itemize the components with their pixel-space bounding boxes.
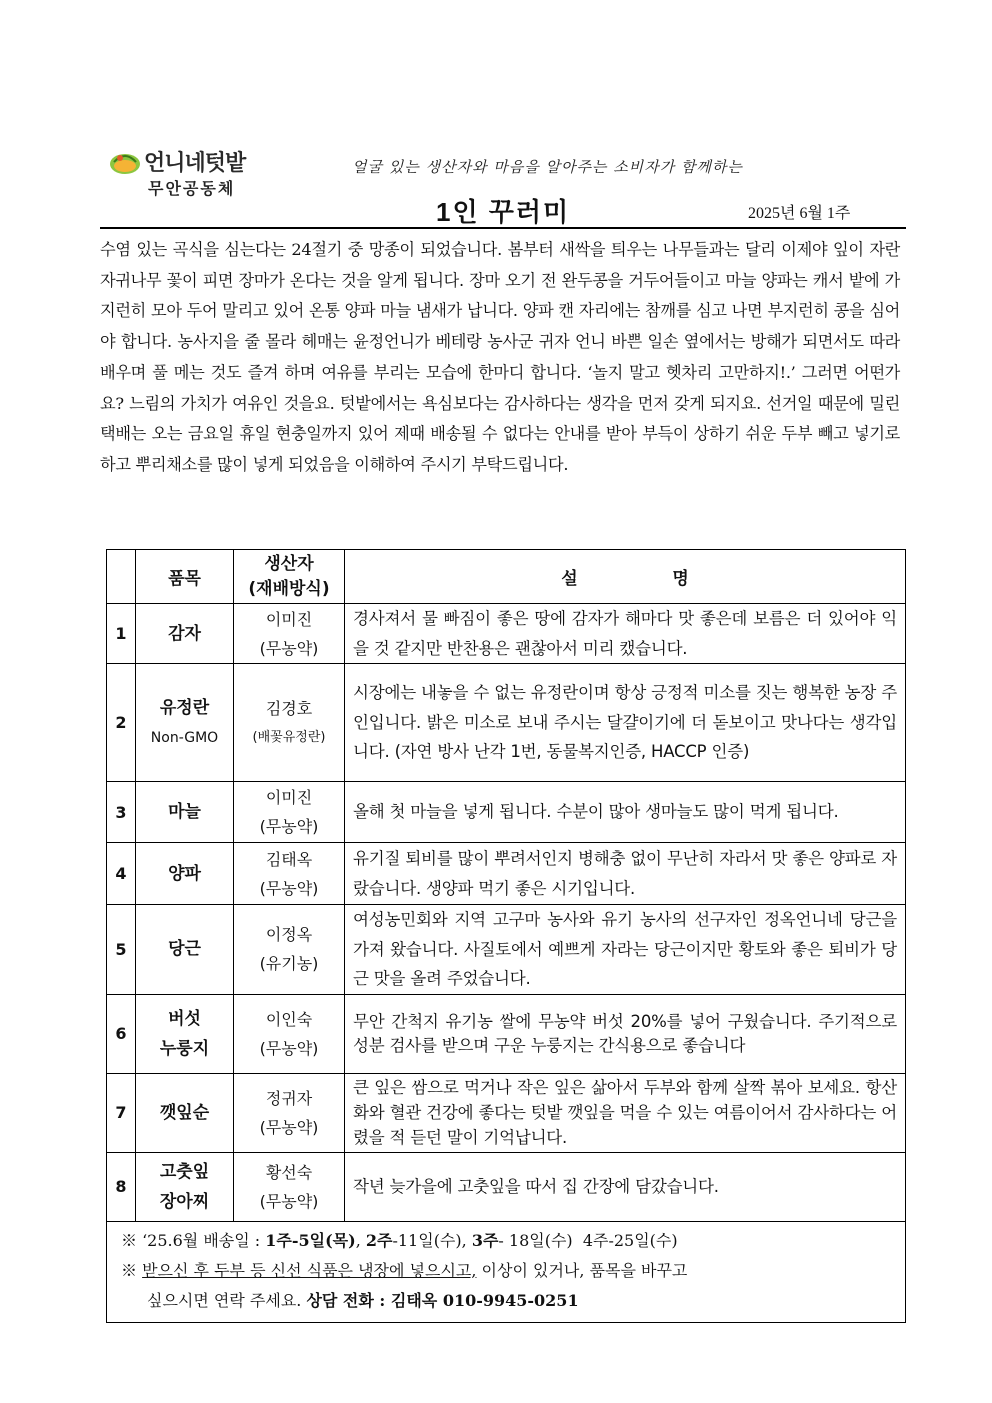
item-name: 고춧잎 <box>159 1161 210 1182</box>
intro-paragraph: 수염 있는 곡식을 심는다는 24절기 중 망종이 되었습니다. 봄부터 새싹을 틔우는 나무들과는 달리 이제야 잎이 자란 자귀나무 꽃이 피면 장마가 온다는 것을 알게 됩니다. 장마 오기 전 완두콩을 거두어들이고 마늘 양파는 캐서 밭에 가지런히 모아 두어 말리고 있어 온통 양파 마늘 냄새가 납니다. 양파 캔 자리에는 참깨를 심고 나면 부지런히 콩을 심어야 합니다. 농사지을 줄 몰라 헤매는 윤정언니가 베테랑 농사군 귀자 언니 바쁜 일손 옆에서는 방해가 되면서도 따라 배우며 풀 메는 것도 즐겨 하며 여유를 부리는 모습에 한마디 합니다. ‘놀지 말고 헷차리 고만하지!.’ 그러면 어떤가요? 느림의 가치가 여유인 것을요. 텃밭에서는 욕심보다는 감사하다는 생각을 먼저 갖게 되지요. 선거일 때문에 밀린 택배는 오는 금요일 휴일 현충일까지 있어 제때 배송될 수 없다는 안내를 받아 부득이 상하기 쉬운 두부 빼고 넣기로 하고 뿌리채소를 많이 넣게 되었음을 이해하여 주시기 부탁드립니다. <box>100 240 900 474</box>
producer-cell <box>234 1152 345 1221</box>
logo-name: 언니네텃밭 <box>144 151 246 176</box>
table-row <box>107 604 906 664</box>
logo <box>108 146 268 202</box>
notice-mark: ※ <box>121 1260 143 1280</box>
row-number: 7 <box>107 1073 136 1152</box>
item-name: 양파 <box>136 843 234 905</box>
item-description: 큰 잎은 쌈으로 먹거나 작은 잎은 삶아서 두부와 함께 살짝 볶아 보세요. 항산화와 혈관 건강에 좋다는 텃밭 깻잎을 먹을 수 있는 여름이어서 감사하다는 어렸을 적 듣던 말이 기억납니다. <box>345 1073 906 1152</box>
item-name-cell <box>136 994 234 1073</box>
farming-method: (배꽃유정란) <box>252 729 326 745</box>
contact-phone: 상담 전화 : 김태옥 010-9945-0251 <box>306 1290 579 1310</box>
logo-subtitle: 무안공동체 <box>148 179 236 198</box>
title-divider <box>100 227 906 229</box>
contact-text: 싶으시면 연락 주세요. <box>147 1290 307 1310</box>
week3-date: - 18일(수) <box>498 1230 573 1250</box>
item-name-line2: 장아찌 <box>159 1191 210 1212</box>
producer-name: 정귀자 <box>265 1088 313 1108</box>
item-name: 마늘 <box>136 782 234 843</box>
table-row <box>107 1152 906 1221</box>
header-num <box>107 550 136 604</box>
producer-cell <box>234 664 345 782</box>
table-row <box>107 843 906 905</box>
row-number: 3 <box>107 782 136 843</box>
farming-method: (무농약) <box>259 1038 319 1058</box>
table-row <box>107 1073 906 1152</box>
row-number: 4 <box>107 843 136 905</box>
item-name: 감자 <box>136 604 234 664</box>
week1-date: 1주-5일(목) <box>265 1230 356 1250</box>
item-description: 경사져서 물 빠짐이 좋은 땅에 감자가 해마다 맛 좋은데 보름은 더 있어야 익을 것 같지만 반찬용은 괜찮아서 미리 캤습니다. <box>345 604 906 664</box>
producer-name: 김경호 <box>265 698 313 718</box>
schedule-prefix: ※ ‘25.6월 배송일 : <box>121 1230 266 1250</box>
item-description: 여성농민회와 지역 고구마 농사와 유기 농사의 선구자인 정옥언니네 당근을 가져 왔습니다. 사질토에서 예쁘게 자라는 당근이지만 황토와 좋은 퇴비가 당근 맛을 올려 주었습니다. <box>345 905 906 995</box>
header-producer-label: 생산자 <box>264 553 314 574</box>
separator: , <box>355 1230 366 1250</box>
row-number: 2 <box>107 664 136 782</box>
item-description: 시장에는 내놓을 수 없는 유정란이며 항상 긍정적 미소를 짓는 행복한 농장 주인입니다. 밝은 미소로 보내 주시는 달걀이기에 더 돋보이고 맛나다는 생각입니다. (자연 방사 난각 1번, 동물복지인증, HACCP 인증) <box>345 664 906 782</box>
producer-cell <box>234 782 345 843</box>
table-row <box>107 994 906 1073</box>
delivery-schedule <box>121 1226 891 1256</box>
storage-notice <box>121 1256 891 1286</box>
farming-method: (무농약) <box>259 878 319 898</box>
producer-name: 이인숙 <box>265 1009 313 1029</box>
row-number: 8 <box>107 1152 136 1221</box>
item-name-note: Non-GMO <box>150 729 219 746</box>
week2-label: 2주 <box>365 1230 393 1250</box>
item-name-cell <box>136 664 234 782</box>
item-name: 유정란 <box>159 697 210 718</box>
producer-cell <box>234 905 345 995</box>
producer-cell <box>234 1073 345 1152</box>
item-description: 작년 늦가을에 고춧잎을 따서 집 간장에 담갔습니다. <box>345 1152 906 1221</box>
row-number: 5 <box>107 905 136 995</box>
issue-date: 2025년 6월 1주 <box>748 205 851 222</box>
header-method-label: (재배방식) <box>248 578 330 599</box>
week3-label: 3주 <box>471 1230 499 1250</box>
item-name-cell <box>136 1152 234 1221</box>
producer-cell <box>234 843 345 905</box>
item-name: 깻잎순 <box>136 1073 234 1152</box>
item-name-line2: 누룽지 <box>159 1038 210 1059</box>
row-number: 6 <box>107 994 136 1073</box>
items-table <box>106 549 906 1323</box>
producer-name: 이미진 <box>265 788 313 807</box>
week4-date: 4주-25일(수) <box>572 1230 678 1250</box>
row-number: 1 <box>107 604 136 664</box>
producer-name: 이미진 <box>265 609 313 629</box>
item-name: 버섯 <box>168 1008 201 1029</box>
producer-name: 황선숙 <box>265 1162 313 1182</box>
page-title: 1인 꾸러미 <box>436 197 571 227</box>
item-description: 올해 첫 마늘을 넣게 됩니다. 수분이 많아 생마늘도 많이 먹게 됩니다. <box>345 782 906 843</box>
header-description: 설 명 <box>345 550 906 604</box>
table-row <box>107 664 906 782</box>
contact-line <box>121 1286 891 1316</box>
producer-cell <box>234 994 345 1073</box>
producer-name: 김태옥 <box>265 849 313 869</box>
farming-method: (무농약) <box>259 638 319 658</box>
table-row <box>107 905 906 995</box>
table-header-row <box>107 550 906 604</box>
item-description: 무안 간척지 유기농 쌀에 무농약 버섯 20%를 넣어 구웠습니다. 주기적으로 성분 검사를 받으며 구운 누룽지는 간식용으로 좋습니다 <box>345 994 906 1073</box>
header-item: 품목 <box>136 550 234 604</box>
farming-method: (무농약) <box>259 1191 319 1211</box>
footer-row <box>107 1221 906 1322</box>
sprout-logo-icon <box>108 146 142 176</box>
farming-method: (무농약) <box>259 817 319 836</box>
week2-date: -11일(수) <box>392 1230 462 1250</box>
header-producer <box>234 550 345 604</box>
tagline: 얼굴 있는 생산자와 마음을 알아주는 소비자가 함께하는 <box>352 158 743 176</box>
farming-method: (유기농) <box>259 954 319 974</box>
exchange-note: 이상이 있거나, 품목을 바꾸고 <box>476 1260 688 1280</box>
producer-name: 이정옥 <box>265 925 313 945</box>
producer-cell <box>234 604 345 664</box>
table-row <box>107 782 906 843</box>
farming-method: (무농약) <box>259 1117 319 1137</box>
delivery-notice <box>107 1221 906 1322</box>
separator: , <box>461 1230 472 1250</box>
item-description: 유기질 퇴비를 많이 뿌려서인지 병해충 없이 무난히 자라서 맛 좋은 양파로 자랐습니다. 생양파 먹기 좋은 시기입니다. <box>345 843 906 905</box>
item-name: 당근 <box>136 905 234 995</box>
storage-instruction: 받으신 후 두부 등 신선 식품은 냉장에 넣으시고, <box>142 1260 477 1280</box>
